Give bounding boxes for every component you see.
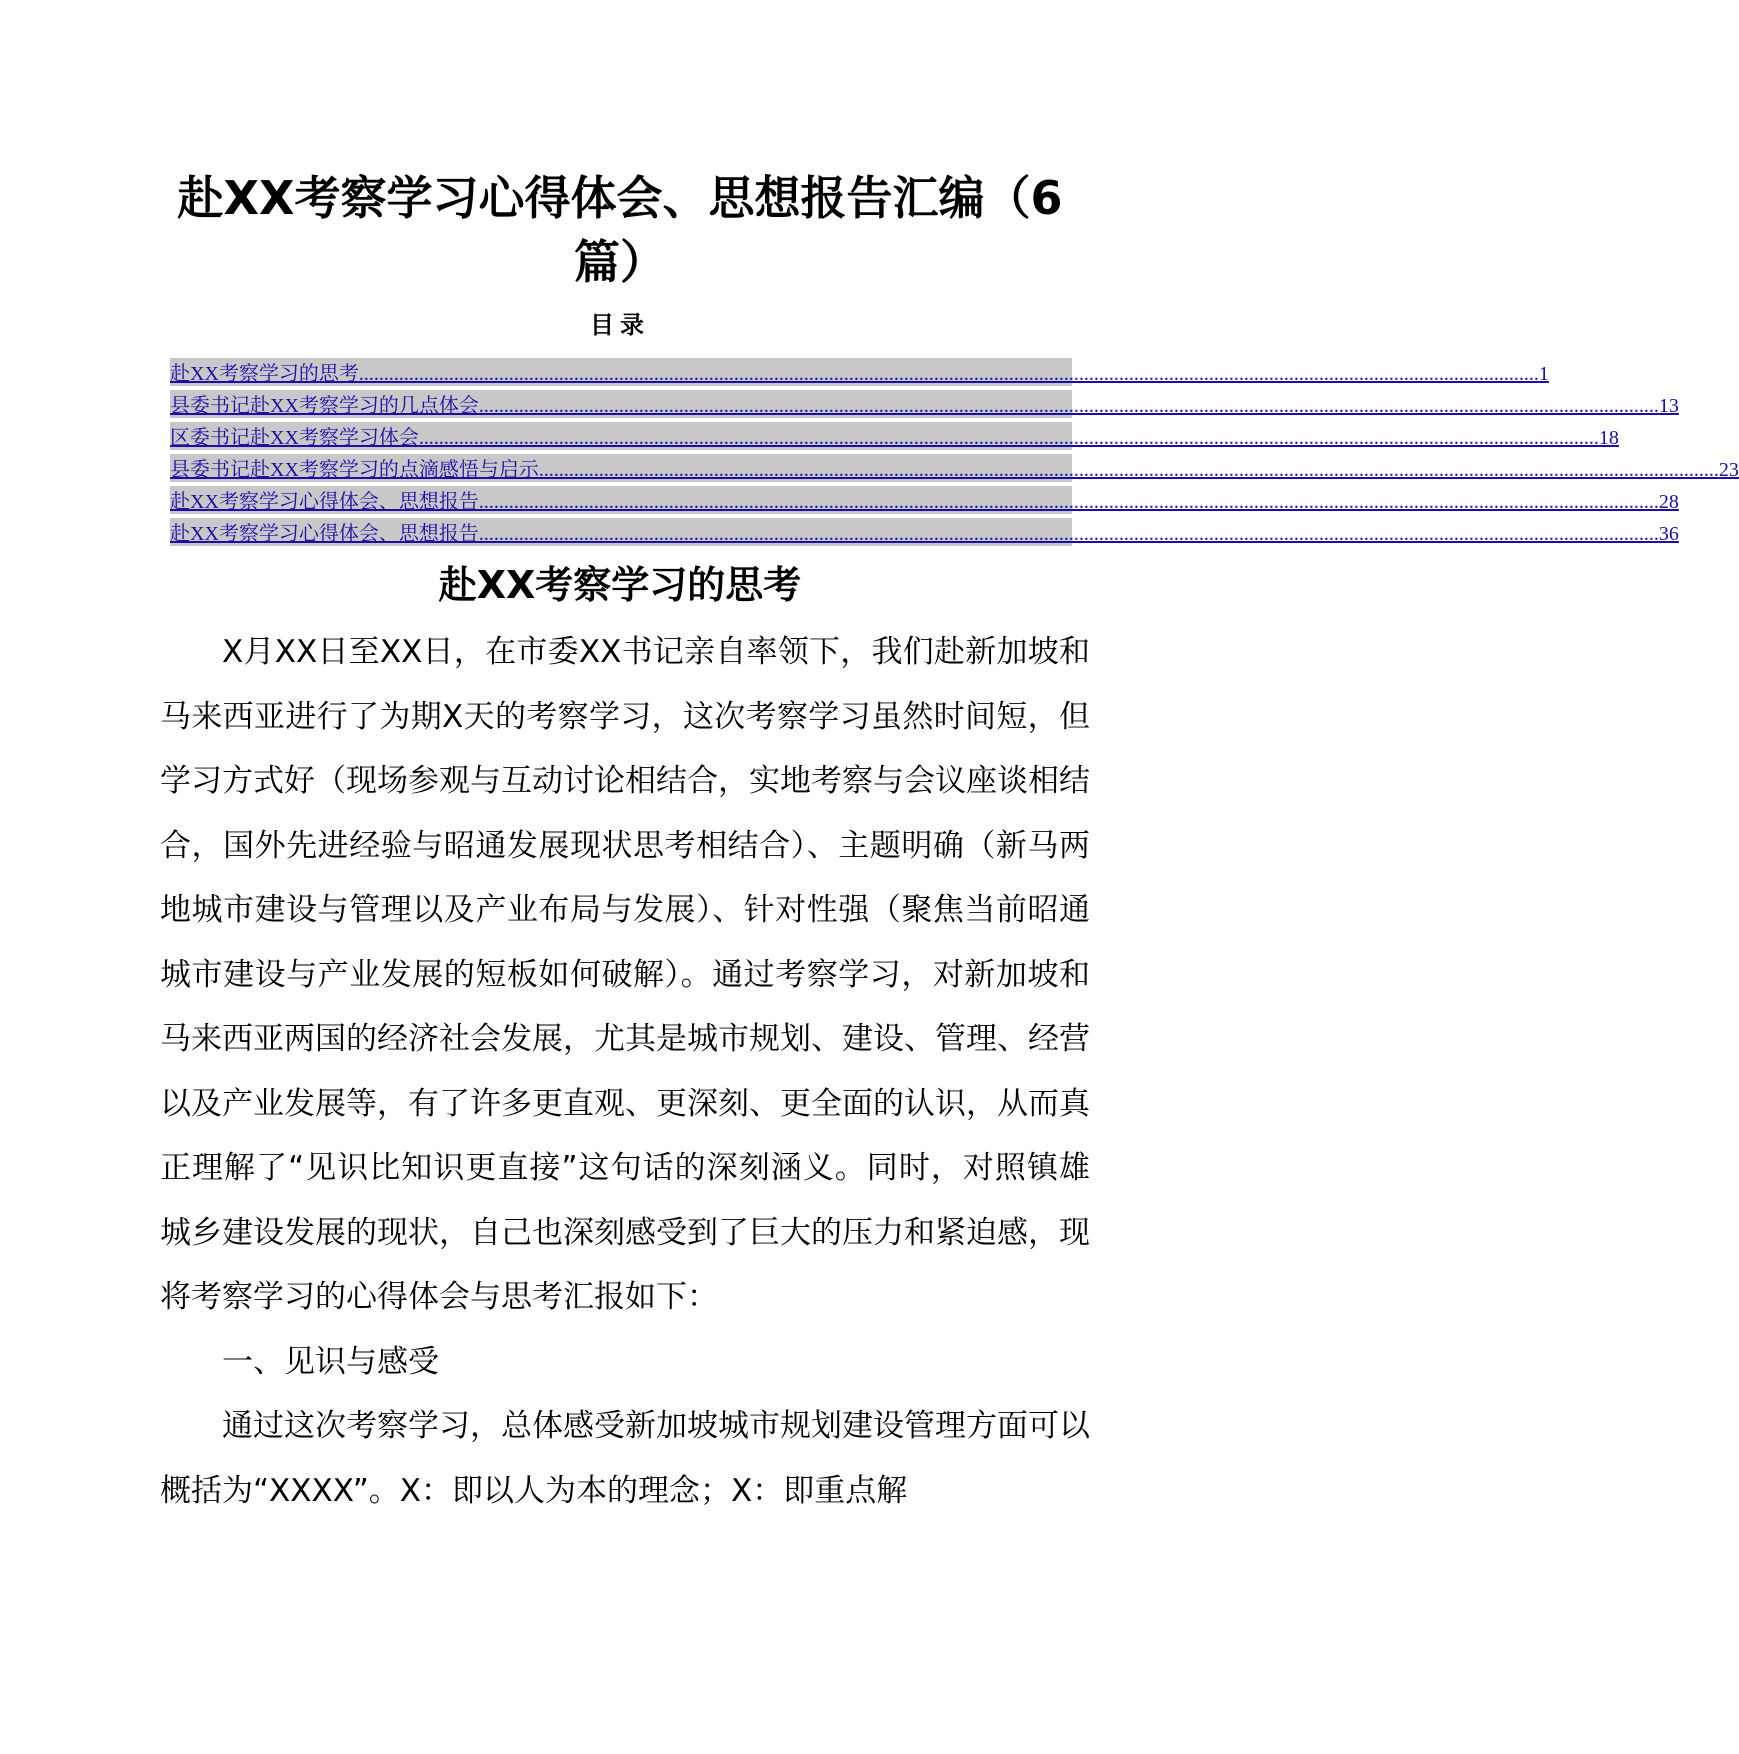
table-of-contents xyxy=(170,358,1739,550)
toc-leader-dots: ............................................................................................................................................................................................................................................ xyxy=(358,363,1539,385)
subheading: 一、见识与感受 xyxy=(222,1343,439,1380)
toc-entry-page: 28 xyxy=(1658,491,1679,513)
toc-leader-dots: ............................................................................................................................................................................................................................................ xyxy=(418,427,1599,449)
document-title: 赴XX考察学习心得体会、思想报告汇编（6篇） xyxy=(177,171,1063,289)
body-text xyxy=(160,620,1090,1523)
toc-heading: 目录 xyxy=(590,311,650,339)
toc-entry-title: 县委书记赴XX考察学习的点滴感悟与启示 xyxy=(170,459,539,481)
toc-entry-page: 23 xyxy=(1718,459,1739,481)
toc-entry[interactable] xyxy=(170,358,1549,386)
toc-entry-title: 赴XX考察学习的思考 xyxy=(170,363,359,385)
toc-entry-page: 18 xyxy=(1598,427,1619,449)
toc-entry-title: 区委书记赴XX考察学习体会 xyxy=(170,427,419,449)
toc-entry-title: 赴XX考察学习心得体会、思想报告 xyxy=(170,523,479,545)
toc-leader-dots: ............................................................................................................................................................................................................................................ xyxy=(478,395,1659,417)
toc-leader-dots: ............................................................................................................................................................................................................................................ xyxy=(538,459,1719,481)
toc-entry[interactable] xyxy=(170,518,1679,546)
toc-entry-page: 13 xyxy=(1658,395,1679,417)
paragraph: X月XX日至XX日，在市委XX书记亲自率领下，我们赴新加坡和马来西亚进行了为期X天的考察学习，这次考察学习虽然时间短，但学习方式好（现场参观与互动讨论相结合，实地考察与会议座谈相结合，国外先进经验与昭通发展现状思考相结合）、主题明确（新马两地城市建设与管理以及产业布局与发展）、针对性强（聚焦当前昭通城市建设与产业发展的短板如何破解）。通过考察学习，对新加坡和马来西亚两国的经济社会发展，尤其是城市规划、建设、管理、经营以及产业发展等，有了许多更直观、更深刻、更全面的认识，从而真正理解了“见识比知识更直接”这句话的深刻涵义。同时，对照镇雄城乡建设发展的现状，自己也深刻感受到了巨大的压力和紧迫感，现将考察学习的心得体会与思考汇报如下： xyxy=(160,634,1090,1315)
toc-entry[interactable] xyxy=(170,390,1679,418)
toc-entry-page: 1 xyxy=(1538,363,1549,385)
toc-entry[interactable] xyxy=(170,454,1739,482)
paragraph: 通过这次考察学习，总体感受新加坡城市规划建设管理方面可以概括为“XXXX”。X：即以人为本的理念；X：即重点解 xyxy=(160,1408,1090,1509)
toc-entry-page: 36 xyxy=(1658,523,1679,545)
toc-entry[interactable] xyxy=(170,422,1619,450)
toc-leader-dots: ............................................................................................................................................................................................................................................ xyxy=(478,491,1659,513)
toc-entry[interactable] xyxy=(170,486,1679,514)
toc-leader-dots: ............................................................................................................................................................................................................................................ xyxy=(478,523,1659,545)
section-title: 赴XX考察学习的思考 xyxy=(438,563,802,607)
toc-entry-title: 赴XX考察学习心得体会、思想报告 xyxy=(170,491,479,513)
toc-entry-title: 县委书记赴XX考察学习的几点体会 xyxy=(170,395,479,417)
